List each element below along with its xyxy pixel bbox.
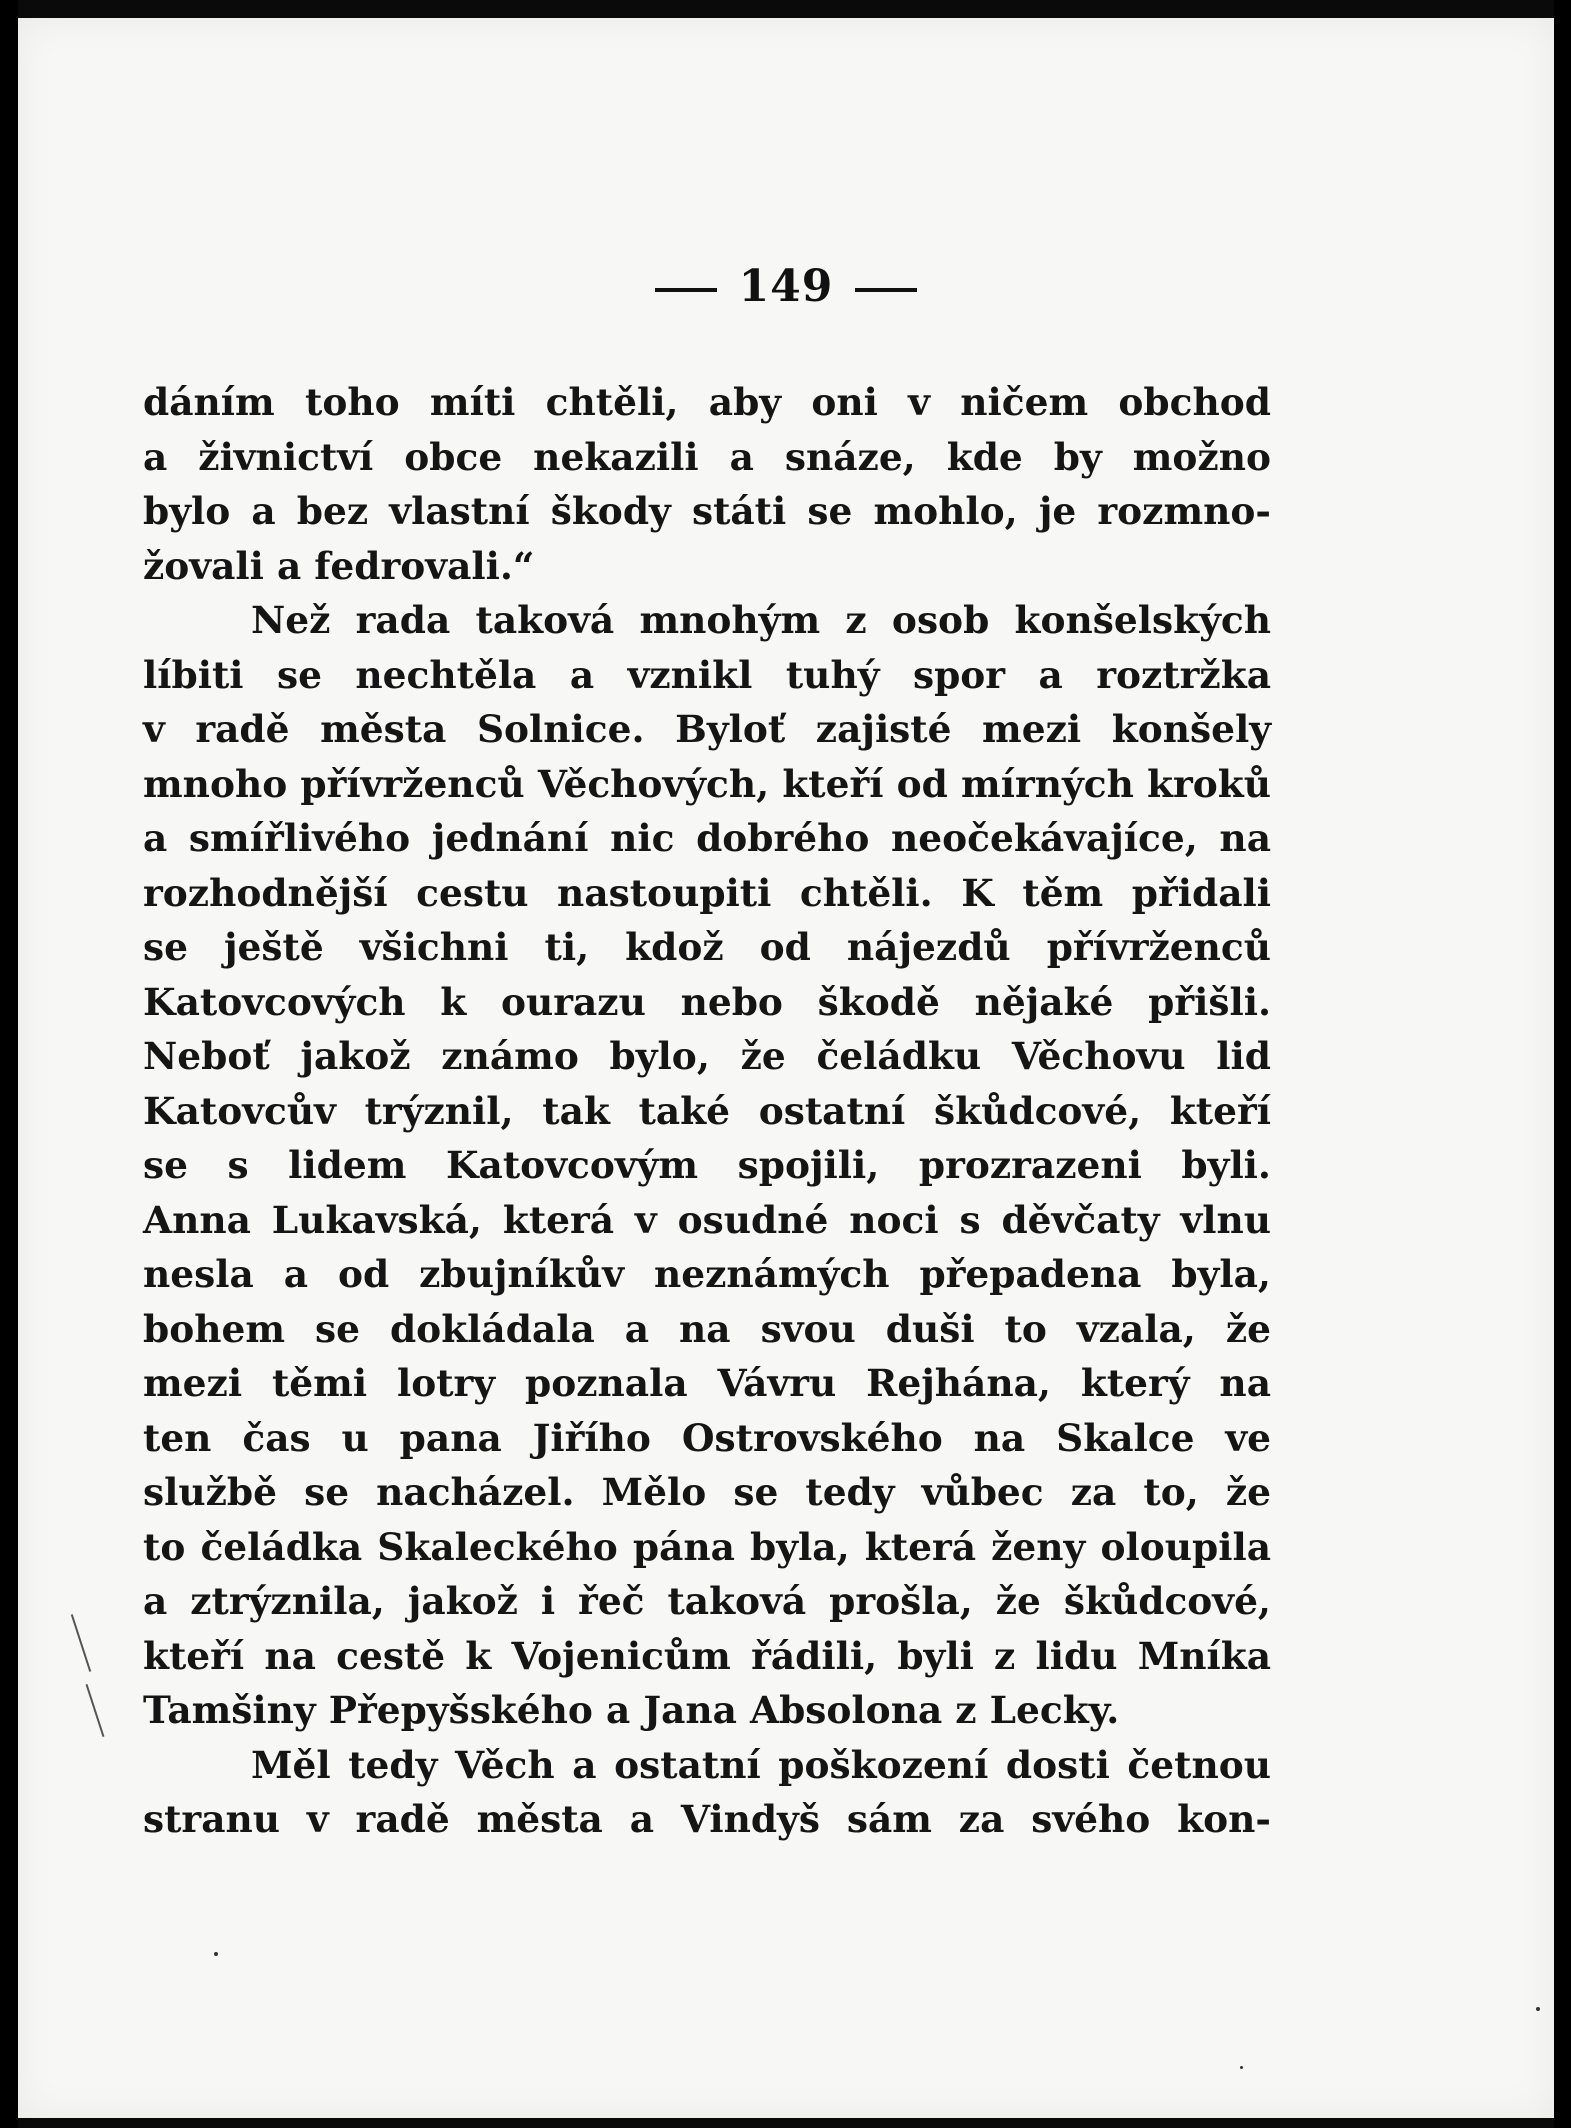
text-line: to čeládka Skaleckého pána byla, která ženy oloupila — [143, 1524, 1271, 1569]
text-line: Tamšiny Přepyšského a Jana Absolona z Lecky. — [143, 1688, 1120, 1732]
text-line: mezi těmi lotry poznala Vávru Rejhána, který na — [143, 1361, 1271, 1405]
text-line: Katovcův trýznil, tak také ostatní škůdcové, kteří — [143, 1088, 1271, 1133]
text-line: se ještě všichni ti, kdož od nájezdů přívrženců — [143, 925, 1271, 969]
text-line: nesla a od zbujníkův neznámých přepadena byla, — [143, 1252, 1271, 1296]
scan-artifact-stroke — [71, 1614, 91, 1672]
scan-artifact-speck — [214, 1952, 218, 1956]
text-line: Měl tedy Věch a ostatní poškození dosti četnou — [251, 1742, 1271, 1787]
page-number-dash-right — [855, 288, 917, 292]
text-line: stranu v radě města a Vindyš sám za svého kon- — [143, 1797, 1271, 1841]
text-line: Katovcových k ourazu nebo škodě nějaké přišli. — [143, 979, 1271, 1024]
text-line: bylo a bez vlastní škody státi se mohlo, je rozmno- — [143, 489, 1271, 533]
text-line: kteří na cestě k Vojenicům řádili, byli z lidu Mníka — [143, 1633, 1271, 1678]
scan-artifact-speck — [1240, 2066, 1243, 2069]
text-line: ten čas u pana Jiřího Ostrovského na Skalce ve — [143, 1415, 1271, 1460]
text-line: Anna Lukavská, která v osudné noci s děvčaty vlnu — [143, 1197, 1271, 1242]
scan-border-right — [1554, 0, 1571, 2128]
text-line: a živnictví obce nekazili a snáze, kde by možno — [143, 434, 1271, 479]
text-line: dáním toho míti chtěli, aby oni v ničem obchod — [143, 380, 1271, 424]
text-line: mnoho přívrženců Věchových, kteří od mírných kroků — [143, 761, 1271, 806]
text-line: Neboť jakož známo bylo, že čeládku Věchovu lid — [143, 1034, 1271, 1078]
scan-artifact-speck — [1536, 2007, 1540, 2011]
book-page — [18, 18, 1554, 2118]
page-number-label: 149 — [738, 261, 834, 312]
text-line: a smířlivého jednání nic dobrého neočekávajíce, na — [143, 816, 1271, 860]
body-text — [143, 375, 1271, 1847]
scan-border-left — [0, 0, 18, 2128]
text-line: a ztrýznila, jakož i řeč taková prošla, že škůdcové, — [143, 1579, 1271, 1623]
page-number-dash-left — [655, 288, 717, 292]
scan-artifact-stroke — [86, 1684, 105, 1737]
text-line: v radě města Solnice. Byloť zajisté mezi konšely — [143, 707, 1271, 751]
text-line: líbiti se nechtěla a vznikl tuhý spor a roztržka — [143, 652, 1271, 697]
page-number — [18, 261, 1554, 312]
text-line: rozhodnější cestu nastoupiti chtěli. K těm přidali — [143, 870, 1271, 915]
text-line: bohem se dokládala a na svou duši to vzala, že — [143, 1306, 1271, 1351]
text-line: Než rada taková mnohým z osob konšelských — [251, 598, 1271, 642]
text-line: se s lidem Katovcovým spojili, prozrazeni byli. — [143, 1143, 1271, 1187]
text-line: žovali a fedrovali.“ — [143, 543, 535, 588]
text-line: službě se nacházel. Mělo se tedy vůbec za to, že — [143, 1470, 1271, 1514]
